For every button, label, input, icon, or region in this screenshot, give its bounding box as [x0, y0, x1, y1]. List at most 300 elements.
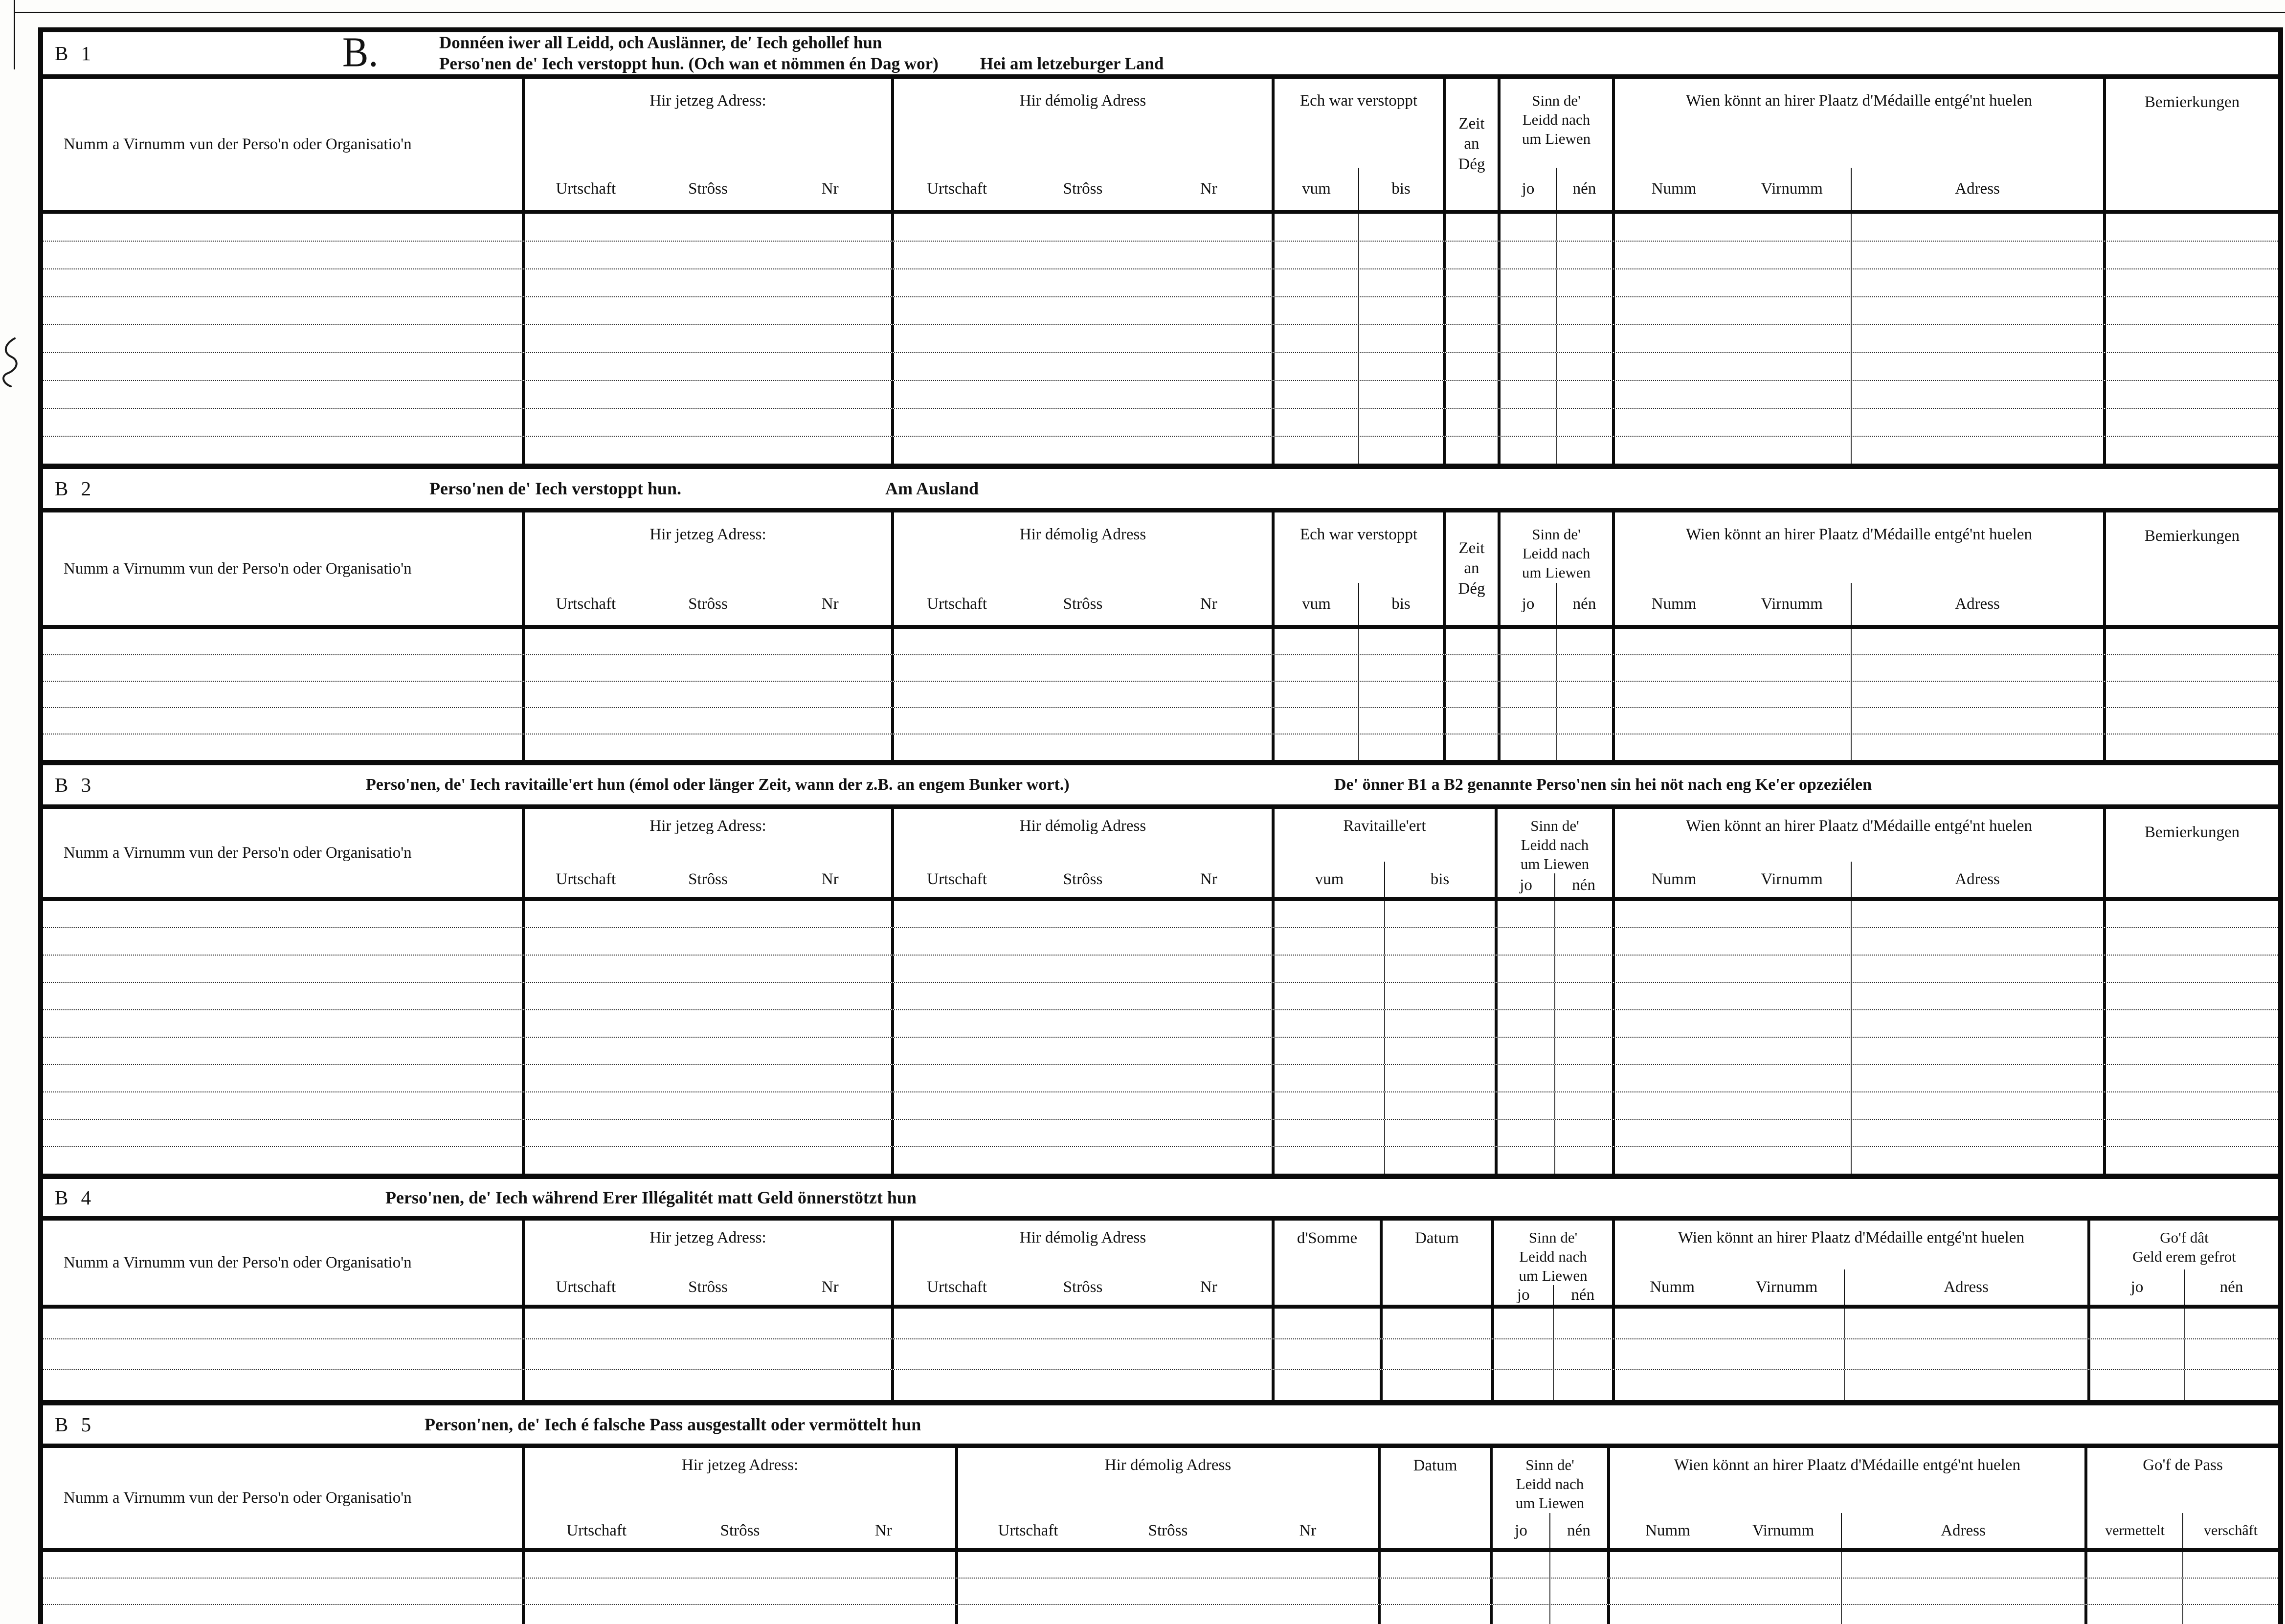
sub-label: Numm: [1651, 870, 1697, 888]
body-cell: [1443, 297, 1498, 324]
body-cell: [1272, 1038, 1495, 1064]
body-subcell: [1384, 1120, 1495, 1146]
body-cell: [2103, 928, 2278, 955]
body-cell: [891, 655, 1272, 681]
body-cell: [2103, 1010, 2278, 1037]
body-cell: [2103, 381, 2278, 408]
b5-col-name: [43, 1448, 522, 1548]
body-cell: [2103, 353, 2278, 380]
body-cell: [1272, 214, 1443, 241]
body-subcell: [1556, 297, 1612, 324]
body-cell: [1443, 682, 1498, 707]
b5-col-sinn-um-liewen: [1490, 1448, 1607, 1548]
body-cell: [43, 901, 522, 927]
body-subcell: [1615, 1120, 1851, 1146]
body-cell: [1498, 353, 1612, 380]
body-subcell: [1493, 1552, 1549, 1578]
column-label: Ech war verstoppt: [1299, 92, 1418, 110]
sub-labels: [1615, 1269, 2087, 1305]
body-subcell: [1275, 1147, 1384, 1174]
body-cell: [2103, 242, 2278, 268]
body-cell: [1498, 325, 1612, 352]
b5-col-gof-de-pass: [2084, 1448, 2278, 1548]
body-subcell: [1554, 1092, 1612, 1119]
body-cell: [1612, 242, 2103, 268]
body-subcell: [1275, 629, 1358, 654]
body-cell: [522, 1010, 891, 1037]
body-cell: [2084, 1552, 2278, 1578]
body-subcell: [1615, 353, 1851, 380]
body-subcell: [2182, 1552, 2278, 1578]
body-subcell: [1501, 325, 1556, 352]
column-label: Hir démolig Adress: [1104, 1456, 1232, 1474]
body-subcell: [1501, 655, 1556, 681]
body-cell: [1612, 1309, 2087, 1338]
body-subcell: [1556, 655, 1612, 681]
body-cell: [1272, 1010, 1495, 1037]
body-cell: [891, 1010, 1272, 1037]
body-cell: [2103, 437, 2278, 464]
b2-col-wien-medaille: [1612, 512, 2103, 625]
body-subcell: [1554, 956, 1612, 982]
body-subcell: [1275, 1010, 1384, 1037]
table-row: [43, 380, 2278, 408]
body-subcell: [1384, 956, 1495, 982]
body-cell: [1443, 269, 1498, 296]
body-cell: [43, 1552, 522, 1578]
body-cell: [1612, 655, 2103, 681]
column-label: Hir jetzeg Adress:: [650, 526, 766, 543]
body-subcell: [1498, 1065, 1554, 1091]
body-cell: [522, 1038, 891, 1064]
b2-col-name: [43, 512, 522, 625]
sub-label: Adress: [1851, 862, 2103, 897]
body-subcell: [1501, 269, 1556, 296]
body-cell: [2103, 956, 2278, 982]
body-cell: [2084, 1579, 2278, 1604]
body-cell: [1272, 1065, 1495, 1091]
b1-col-demolig-adress: [891, 79, 1272, 210]
sub-label: Urtschaft: [556, 1278, 616, 1296]
body-subcell: [1844, 1370, 2087, 1400]
body-cell: [43, 734, 522, 760]
body-cell: [522, 1092, 891, 1119]
body-subcell: [1615, 1038, 1851, 1064]
b5-body: [43, 1552, 2278, 1624]
body-cell: [1498, 409, 1612, 436]
body-cell: [43, 1579, 522, 1604]
body-cell: [43, 325, 522, 352]
body-subcell: [1501, 381, 1556, 408]
b4-col-geld-erem-gefrot: [2087, 1221, 2278, 1305]
body-cell: [891, 1038, 1272, 1064]
column-label: Wien könnt an hirer Plaatz d'Médaille entgé'nt huelen: [1686, 92, 2032, 110]
body-cell: [43, 629, 522, 654]
body-cell: [522, 1552, 955, 1578]
table-row: [43, 268, 2278, 296]
body-subcell: [1615, 1092, 1851, 1119]
body-subcell: [1553, 1339, 1613, 1369]
b2-col-demolig-adress: [891, 512, 1272, 625]
b2-title: Perso'nen de' Iech verstoppt hun.: [429, 479, 682, 498]
body-subcell: [1556, 682, 1612, 707]
body-subcell: [1851, 409, 2103, 436]
scan-edge-line: [14, 0, 15, 69]
b1-col-verstoppt: [1272, 79, 1443, 210]
body-cell: [522, 1309, 891, 1338]
body-cell: [43, 928, 522, 955]
body-subcell: [2087, 1552, 2182, 1578]
body-cell: [1498, 381, 1612, 408]
form-table: [38, 27, 2283, 1624]
body-subcell: [1553, 1370, 1613, 1400]
body-subcell: [1358, 269, 1443, 296]
b5-col-demolig-adress: [955, 1448, 1378, 1548]
b3-title-emph: De' önner B1 a B2 genannte Perso'nen sin hei nöt nach eng Ke'er opzeziélen: [1334, 776, 1872, 794]
body-subcell: [1384, 1010, 1495, 1037]
table-row: [43, 1369, 2278, 1400]
body-cell: [522, 1370, 891, 1400]
b4-title-band: [43, 1179, 2278, 1221]
b1-col-name: [43, 79, 522, 210]
body-cell: [1272, 655, 1443, 681]
body-cell: [522, 682, 891, 707]
body-cell: [2103, 325, 2278, 352]
body-subcell: [1851, 629, 2103, 654]
body-subcell: [1358, 297, 1443, 324]
body-subcell: [1851, 682, 2103, 707]
body-subcell: [1556, 629, 1612, 654]
body-cell: [2103, 1092, 2278, 1119]
column-label: Wien könnt an hirer Plaatz d'Médaille entgé'nt huelen: [1674, 1456, 2020, 1474]
body-subcell: [1615, 734, 1851, 760]
body-cell: [1612, 734, 2103, 760]
sub-label: verschâft: [2182, 1513, 2278, 1548]
body-subcell: [2182, 1579, 2278, 1604]
body-cell: [1612, 214, 2103, 241]
sub-labels: [1501, 168, 1612, 210]
body-subcell: [1556, 381, 1612, 408]
body-cell: [1272, 242, 1443, 268]
sub-label: Urtschaft: [927, 1278, 987, 1296]
b2-col-jetzeg-adress: [522, 512, 891, 625]
body-subcell: [1358, 437, 1443, 464]
body-subcell: [1615, 928, 1851, 955]
b2-col-bemierkungen: [2103, 512, 2278, 625]
sub-label: Adress: [1851, 583, 2103, 625]
body-cell: [1498, 682, 1612, 707]
b4-col-jetzeg-adress: [522, 1221, 891, 1305]
body-cell: [522, 1120, 891, 1146]
body-cell: [1272, 325, 1443, 352]
b3-col-sinn-um-liewen: [1495, 809, 1612, 897]
body-cell: [1272, 708, 1443, 734]
body-subcell: [1851, 928, 2103, 955]
body-subcell: [1851, 901, 2103, 927]
column-label: Bemierkungen: [2144, 527, 2240, 545]
body-subcell: [1554, 1147, 1612, 1174]
body-cell: [1495, 1092, 1612, 1119]
body-cell: [1498, 734, 1612, 760]
body-cell: [522, 734, 891, 760]
body-cell: [522, 1339, 891, 1369]
sub-label: Nr: [821, 179, 839, 198]
body-cell: [1498, 242, 1612, 268]
body-subcell: [1384, 1065, 1495, 1091]
body-subcell: [1493, 1605, 1549, 1624]
sub-label: Nr: [821, 1278, 839, 1296]
body-subcell: [1549, 1605, 1607, 1624]
body-cell: [1612, 1339, 2087, 1369]
body-cell: [1495, 983, 1612, 1009]
body-cell: [955, 1605, 1378, 1624]
body-subcell: [1851, 1092, 2103, 1119]
body-cell: [1490, 1552, 1607, 1578]
b5-title-band: [43, 1405, 2278, 1448]
body-subcell: [1615, 983, 1851, 1009]
body-cell: [1495, 1038, 1612, 1064]
sub-label: Urtschaft: [998, 1521, 1058, 1539]
sub-label: vum: [1302, 595, 1331, 613]
body-subcell: [1851, 381, 2103, 408]
body-cell: [522, 928, 891, 955]
body-subcell: [1384, 983, 1495, 1009]
body-cell: [43, 409, 522, 436]
body-cell: [522, 901, 891, 927]
sub-labels: [1501, 583, 1612, 625]
body-cell: [43, 1010, 522, 1037]
body-cell: [1612, 1120, 2103, 1146]
body-subcell: [1275, 1038, 1384, 1064]
column-label: Ravitaille'ert: [1343, 817, 1426, 835]
table-row: [43, 1064, 2278, 1091]
body-cell: [43, 353, 522, 380]
body-cell: [2103, 1065, 2278, 1091]
body-cell: [522, 381, 891, 408]
body-cell: [43, 1147, 522, 1174]
body-subcell: [2090, 1309, 2184, 1338]
body-subcell: [1275, 655, 1358, 681]
body-subcell: [1358, 629, 1443, 654]
body-subcell: [1275, 708, 1358, 734]
table-row: [43, 1146, 2278, 1174]
body-cell: [522, 1147, 891, 1174]
sub-label: Virnumm: [1761, 179, 1823, 198]
table-row: [43, 352, 2278, 380]
body-subcell: [1615, 269, 1851, 296]
b4-section-id: B 4: [55, 1186, 95, 1209]
b5-col-datum: [1378, 1448, 1490, 1548]
body-cell: [891, 437, 1272, 464]
body-subcell: [1384, 928, 1495, 955]
body-subcell: [1615, 1309, 1844, 1338]
body-subcell: [1275, 983, 1384, 1009]
body-subcell: [1615, 655, 1851, 681]
body-cell: [2103, 1038, 2278, 1064]
body-cell: [1443, 214, 1498, 241]
body-subcell: [1615, 1147, 1851, 1174]
body-subcell: [2182, 1605, 2278, 1624]
body-cell: [1491, 1339, 1612, 1369]
body-cell: [2087, 1309, 2278, 1338]
body-cell: [1607, 1579, 2084, 1604]
body-cell: [43, 1092, 522, 1119]
b4-body: [43, 1309, 2278, 1400]
body-subcell: [1493, 1579, 1549, 1604]
b1-title-emph: Hei am letzeburger Land: [980, 54, 1164, 73]
sub-label: jo: [1520, 876, 1532, 894]
scan-edge-line: [14, 12, 2285, 13]
sub-label: Strôss: [1063, 870, 1103, 888]
body-cell: [1443, 353, 1498, 380]
body-subcell: [1498, 1147, 1554, 1174]
b3-col-wien-medaille: [1612, 809, 2103, 897]
body-cell: [1272, 1120, 1495, 1146]
sub-labels: [525, 583, 891, 625]
body-cell: [43, 214, 522, 241]
body-cell: [1443, 325, 1498, 352]
b3-title: Perso'nen, de' Iech ravitaille'ert hun (émol oder länger Zeit, wann der z.B. an engem Bunker wort.): [366, 776, 1070, 794]
body-cell: [891, 297, 1272, 324]
column-label: Hir démolig Adress: [1019, 1229, 1146, 1246]
body-cell: [1272, 1370, 1380, 1400]
sub-label: vermettelt: [2105, 1522, 2165, 1538]
table-row: [43, 1309, 2278, 1338]
body-cell: [891, 325, 1272, 352]
body-cell: [1612, 682, 2103, 707]
b1-col-zeit-an-deg: [1443, 79, 1498, 210]
b3-header-row: [43, 809, 2278, 901]
body-cell: [1612, 1370, 2087, 1400]
body-cell: [1612, 1010, 2103, 1037]
body-subcell: [1851, 437, 2103, 464]
body-subcell: [1498, 983, 1554, 1009]
body-cell: [1272, 928, 1495, 955]
body-cell: [522, 297, 891, 324]
sub-labels: [894, 168, 1272, 210]
body-cell: [522, 325, 891, 352]
body-subcell: [1494, 1309, 1553, 1338]
sub-label: Numm: [1645, 1521, 1690, 1539]
sub-label: Nr: [1200, 179, 1217, 198]
b4-col-name: [43, 1221, 522, 1305]
sub-label: Nr: [821, 870, 839, 888]
b2-title-emph: Am Ausland: [885, 479, 979, 498]
body-subcell: [1501, 214, 1556, 241]
body-cell: [1498, 708, 1612, 734]
body-cell: [1495, 1010, 1612, 1037]
body-subcell: [1501, 629, 1556, 654]
body-subcell: [1615, 708, 1851, 734]
body-subcell: [1554, 1038, 1612, 1064]
sub-label: bis: [1358, 168, 1443, 210]
body-subcell: [1358, 708, 1443, 734]
b3-col-demolig-adress: [891, 809, 1272, 897]
body-subcell: [2090, 1370, 2184, 1400]
column-label: Numm a Virnumm vun der Perso'n oder Organisatio'n: [64, 844, 412, 862]
body-subcell: [1358, 682, 1443, 707]
body-subcell: [1549, 1552, 1607, 1578]
body-cell: [1272, 956, 1495, 982]
body-cell: [43, 682, 522, 707]
body-cell: [1495, 1147, 1612, 1174]
body-subcell: [1851, 1120, 2103, 1146]
sub-label: Urtschaft: [556, 179, 616, 198]
b2-col-sinn-um-liewen: [1498, 512, 1612, 625]
column-label: Bemierkungen: [2144, 93, 2240, 111]
body-subcell: [1615, 956, 1851, 982]
sub-labels: [1498, 873, 1612, 897]
body-cell: [1272, 297, 1443, 324]
sub-labels: [525, 862, 891, 897]
body-subcell: [1615, 409, 1851, 436]
body-subcell: [1275, 734, 1358, 760]
body-subcell: [1615, 1010, 1851, 1037]
sub-label: Strôss: [688, 595, 728, 613]
body-subcell: [1556, 269, 1612, 296]
sub-labels: [1275, 583, 1443, 625]
column-label: Sinn de' Leidd nach um Liewen: [1522, 526, 1591, 581]
b3-body: [43, 901, 2278, 1174]
sub-label: Nr: [821, 595, 839, 613]
sub-label: nén: [1549, 1513, 1607, 1548]
body-cell: [1272, 1309, 1380, 1338]
body-subcell: [1851, 708, 2103, 734]
body-cell: [1443, 708, 1498, 734]
column-label: Datum: [1413, 1457, 1457, 1474]
b1-col-sinn-um-liewen: [1498, 79, 1612, 210]
column-label: Datum: [1415, 1229, 1459, 1247]
body-cell: [1495, 1065, 1612, 1091]
column-label: Wien könnt an hirer Plaatz d'Médaille entgé'nt huelen: [1686, 526, 2032, 543]
body-cell: [1272, 437, 1443, 464]
body-cell: [43, 381, 522, 408]
body-cell: [1272, 1339, 1380, 1369]
body-subcell: [1501, 437, 1556, 464]
body-cell: [1498, 297, 1612, 324]
body-cell: [522, 1579, 955, 1604]
sub-labels: [525, 1513, 955, 1548]
body-subcell: [2087, 1579, 2182, 1604]
body-cell: [1498, 629, 1612, 654]
body-cell: [1612, 325, 2103, 352]
body-cell: [1272, 983, 1495, 1009]
body-subcell: [1556, 708, 1612, 734]
body-cell: [891, 1065, 1272, 1091]
body-subcell: [1275, 682, 1358, 707]
body-subcell: [1615, 297, 1851, 324]
b4-col-datum: [1380, 1221, 1491, 1305]
b4-col-sinn-um-liewen: [1491, 1221, 1612, 1305]
table-row: [43, 654, 2278, 681]
b3-title-band: [43, 765, 2278, 809]
sub-label: jo: [2130, 1278, 2144, 1296]
body-subcell: [1554, 1010, 1612, 1037]
b5-title: Person'nen, de' Iech é falsche Pass ausgestallt oder vermöttelt hun: [425, 1415, 921, 1434]
body-subcell: [1851, 956, 2103, 982]
body-cell: [1272, 901, 1495, 927]
body-subcell: [1384, 901, 1495, 927]
body-cell: [1607, 1552, 2084, 1578]
sub-label: nén: [1556, 168, 1612, 210]
body-subcell: [1358, 242, 1443, 268]
body-subcell: [1498, 956, 1554, 982]
sub-label: Numm: [1650, 1278, 1695, 1296]
body-cell: [1612, 269, 2103, 296]
sub-label: nén: [2184, 1269, 2278, 1305]
body-cell: [1612, 297, 2103, 324]
column-label: Hir jetzeg Adress:: [681, 1456, 799, 1474]
